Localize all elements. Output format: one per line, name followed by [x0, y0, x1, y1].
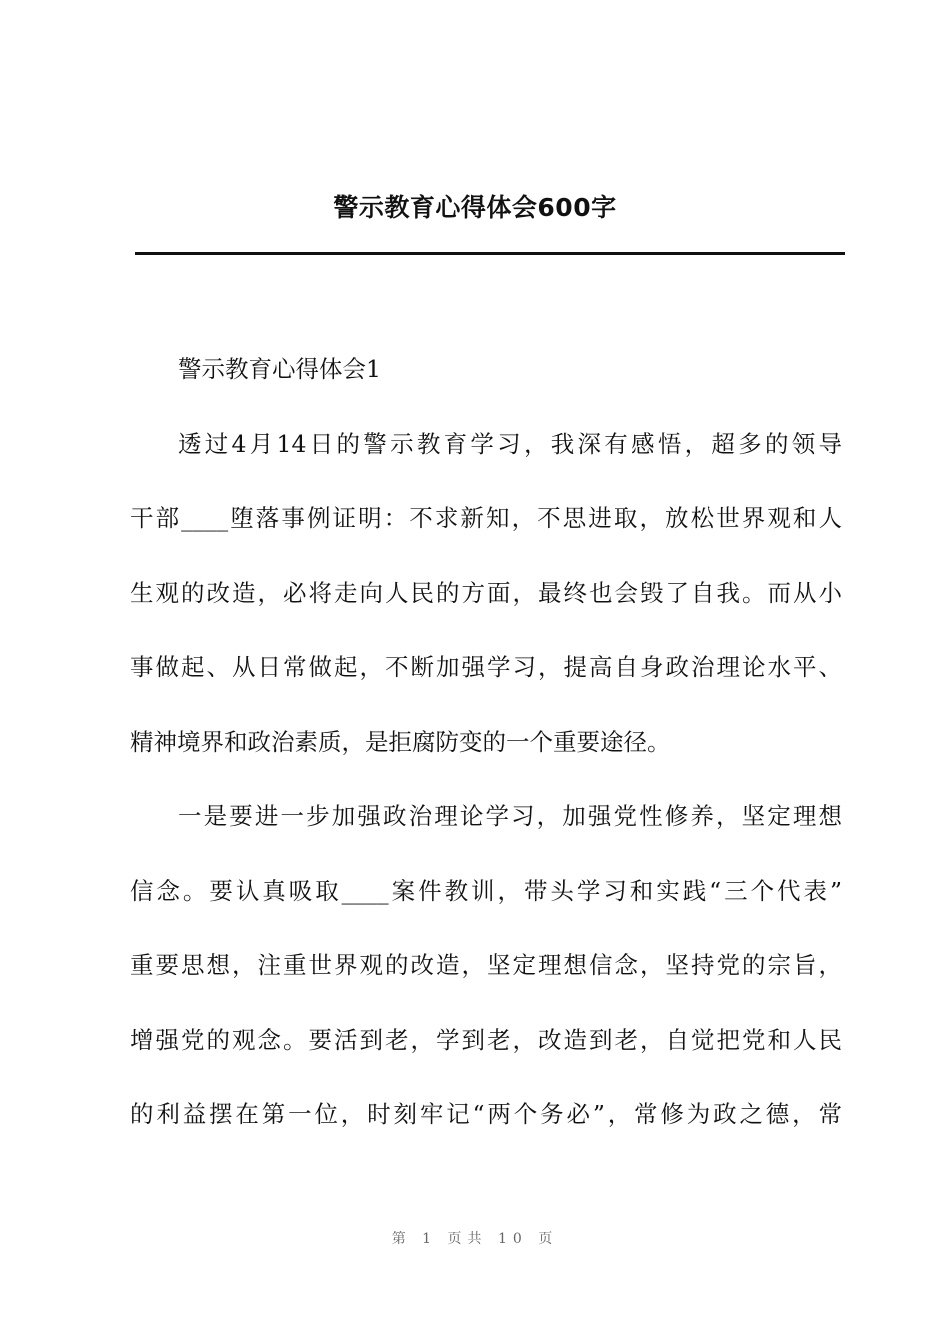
- paragraph-line: 透过4月14日的警示教育学习，我深有感悟，超多的领导: [178, 429, 842, 458]
- paragraph-line: 干部____堕落事例证明：不求新知，不思进取，放松世界观和人: [130, 504, 842, 532]
- paragraph-line: 信念。要认真吸取____案件教训，带头学习和实践“三个代表”: [130, 876, 842, 905]
- paragraph-line: 精神境界和政治素质，是拒腐防变的一个重要途径。: [130, 727, 671, 756]
- paragraph-line: 一是要进一步加强政治理论学习，加强党性修养，坚定理想: [178, 802, 842, 830]
- document-title: 警示教育心得体会600字: [333, 193, 617, 222]
- section-heading: 警示教育心得体会1: [178, 355, 381, 383]
- title-divider: [135, 252, 845, 255]
- paragraph-line: 增强党的观念。要活到老，学到老，改造到老，自觉把党和人民: [130, 1025, 842, 1054]
- document-body: [130, 343, 842, 1163]
- paragraph-line: 重要思想，注重世界观的改造，坚定理想信念，坚持党的宗旨，: [130, 951, 842, 979]
- paragraph-line: 事做起、从日常做起，不断加强学习，提高自身政治理论水平、: [130, 653, 842, 681]
- paragraph-line: 生观的改造，必将走向人民的方面，最终也会毁了自我。而从小: [130, 578, 842, 607]
- page-footer: 第 1 页共 10 页: [391, 1231, 559, 1247]
- paragraph-line: 的利益摆在第一位，时刻牢记“两个务必”，常修为政之德，常: [130, 1100, 842, 1128]
